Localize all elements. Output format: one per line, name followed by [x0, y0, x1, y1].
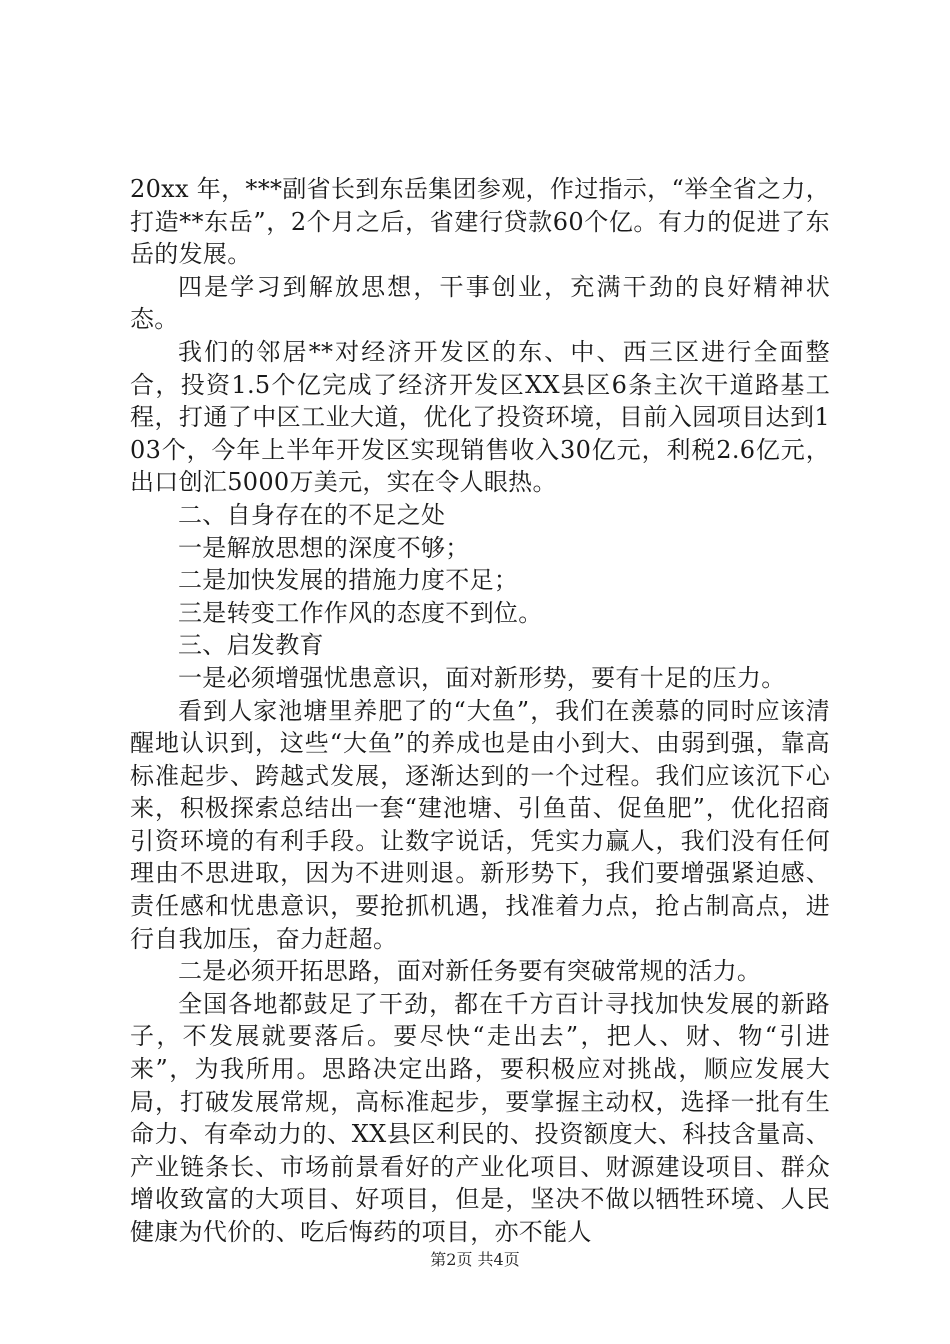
section-heading-3: 三、启发教育 — [178, 631, 324, 660]
paragraph-3: 我们的邻居**对经济开发区的东、中、西三区进行全面整合，投资1.5个亿完成了经济开发区XX县区6条主次干道路基工程，打通了中区工业大道，优化了投资环境，目前入园项目达到103个，今年上半年开发区实现销售收入30亿元，利税2.6亿元，出口创汇5000万美元，实在令人眼热。 — [130, 337, 830, 497]
lesson-2-heading: 二是必须开拓思路，面对新任务要有突破常规的活力。 — [178, 957, 762, 986]
page-footer: 第2页 共4页 — [430, 1250, 520, 1269]
paragraph-1: 20xx 年，***副省长到东岳集团参观，作过指示，“举全省之力，打造**东岳”，2个月之后，省建行贷款60个亿。有力的促进了东岳的发展。 — [130, 175, 830, 269]
lesson-1-body: 看到人家池塘里养肥了的“大鱼”，我们在羡慕的同时应该清醒地认识到，这些“大鱼”的养成也是由小到大、由弱到强，靠高标准起步、跨越式发展，逐渐达到的一个过程。我们应该沉下心来，积极探索总结出一套“建池塘、引鱼苗、促鱼肥”，优化招商引资环境的有利手段。让数字说话，凭实力赢人，我们没有任何理由不思进取，因为不进则退。新形势下，我们要增强紧迫感、责任感和忧患意识，要抢抓机遇，找准着力点，抢占制高点，进行自我加压，奋力赶超。 — [130, 696, 830, 953]
shortcoming-1: 一是解放思想的深度不够； — [178, 533, 470, 562]
body-text — [130, 173, 830, 1249]
section-heading-2: 二、自身存在的不足之处 — [178, 500, 446, 529]
shortcoming-2: 二是加快发展的措施力度不足； — [178, 566, 519, 595]
shortcoming-3: 三是转变工作作风的态度不到位。 — [178, 598, 543, 627]
lesson-1-heading: 一是必须增强忧患意识，面对新形势，要有十足的压力。 — [178, 663, 786, 692]
paragraph-2: 四是学习到解放思想，干事创业，充满干劲的良好精神状态。 — [130, 272, 830, 334]
lesson-2-body: 全国各地都鼓足了干劲，都在千方百计寻找加快发展的新路子，不发展就要落后。要尽快“走出去”，把人、财、物“引进来”，为我所用。思路决定出路，要积极应对挑战，顺应发展大局，打破发展常规，高标准起步，要掌握主动权，选择一批有生命力、有牵动力的、XX县区利民的、投资额度大、科技含量高、产业链条长、市场前景看好的产业化项目、财源建设项目、群众增收致富的大项目、好项目，但是，坚决不做以牺牲环境、人民健康为代价的、吃后悔药的项目，亦不能人 — [130, 989, 830, 1246]
